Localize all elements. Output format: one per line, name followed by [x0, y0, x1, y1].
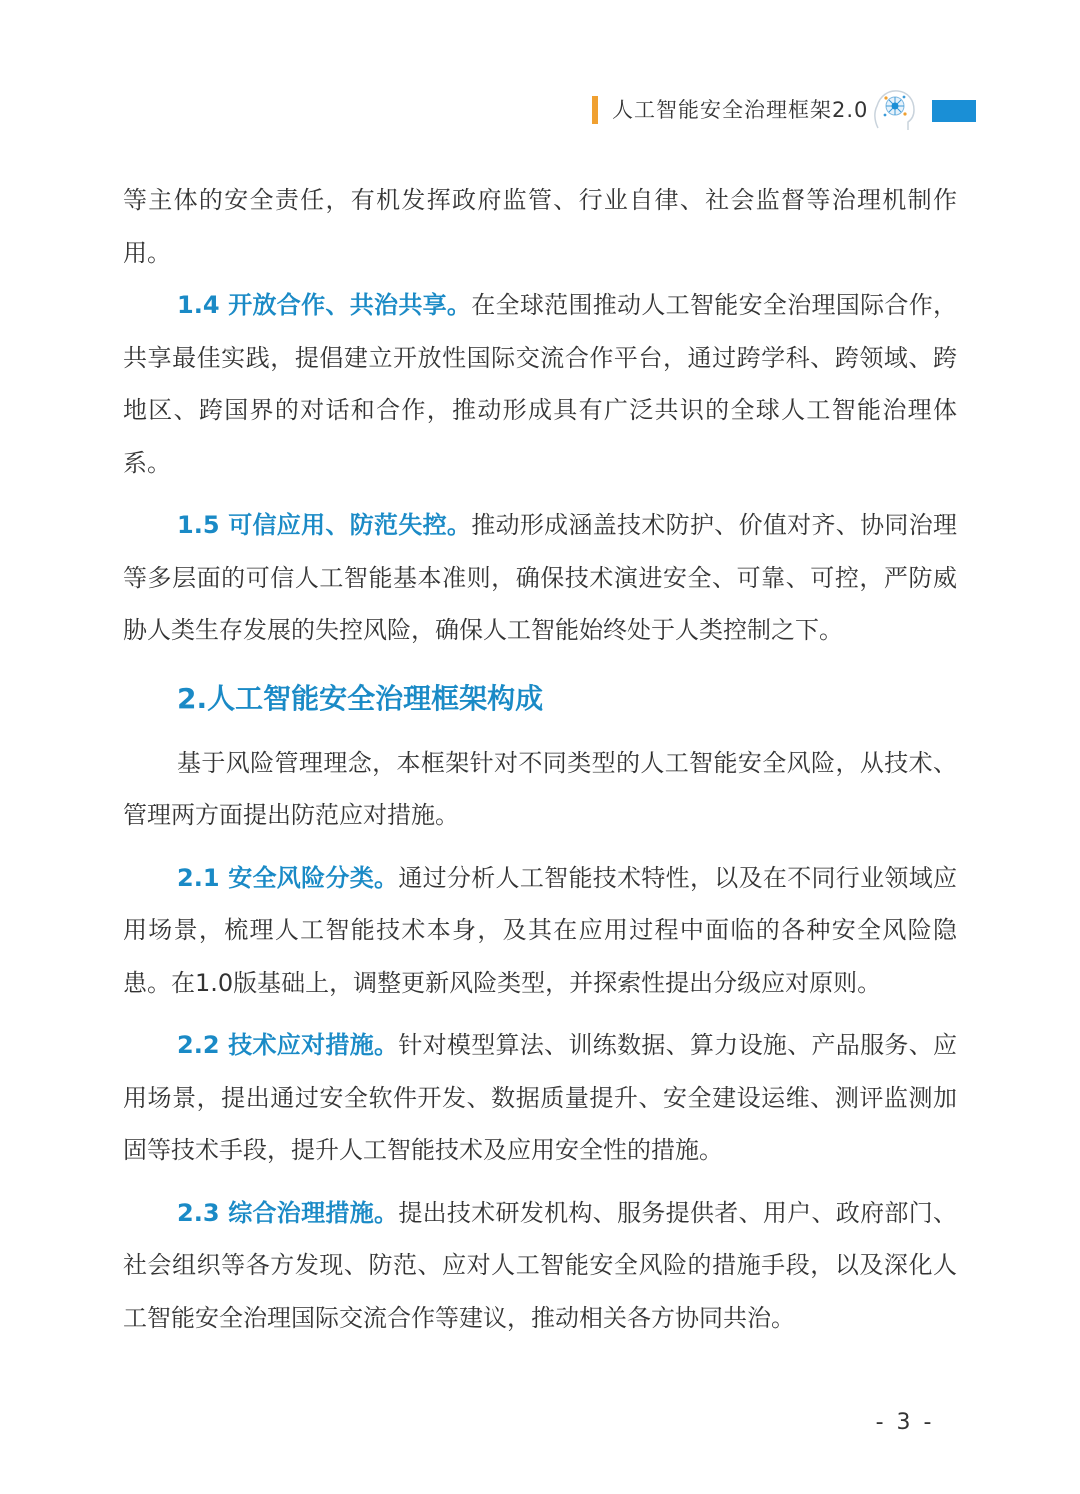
page-body: [123, 174, 957, 1344]
paragraph-text: 通过分析人工智能技术特性，以及在不同行业领域应用场景，梳理人工智能技术本身，及其在应用过程中面临的各种安全风险隐患。在1.0版基础上，调整更新风险类型，并探索性提出分级应对原则。: [123, 863, 958, 997]
paragraph-text: 基于风险管理理念，本框架针对不同类型的人工智能安全风险，从技术、管理两方面提出防范应对措施。: [123, 748, 957, 829]
section-number: 1.4: [177, 291, 229, 319]
section-lead: 技术应对措施。: [228, 1031, 399, 1059]
paragraph-text: 等主体的安全责任，有机发挥政府监管、行业自律、社会监督等治理机制作用。: [123, 186, 957, 267]
section-number: 2.1: [177, 863, 229, 892]
section-lead: 开放合作、共治共享。: [228, 291, 472, 319]
paragraph-1-4: [123, 279, 957, 489]
paragraph-2-2: [123, 1019, 957, 1177]
section-lead: 可信应用、防范失控。: [228, 511, 472, 539]
paragraph-intro: [123, 737, 957, 842]
paragraph-text: 在全球范围推动人工智能安全治理国际合作，共享最佳实践，提倡建立开放性国际交流合作平台，通过跨学科、跨领域、跨地区、跨国界的对话和合作，推动形成具有广泛共识的全球人工智能治理体系。: [123, 291, 958, 477]
section-number: 2.3: [177, 1198, 229, 1227]
paragraph-continuation: [123, 174, 957, 279]
header-accent-bar: [592, 96, 598, 124]
header-color-block: [932, 100, 976, 122]
page-number: - 3 -: [875, 1410, 935, 1435]
paragraph-text: 推动形成涵盖技术防护、价值对齐、协同治理等多层面的可信人工智能基本准则，确保技术演进安全、可靠、可控，严防威胁人类生存发展的失控风险，确保人工智能始终处于人类控制之下。: [123, 511, 958, 644]
paragraph-2-1: [123, 852, 957, 1010]
page-header: [590, 84, 980, 136]
section-lead: 安全风险分类。: [228, 863, 399, 892]
section-number: 2.2: [177, 1031, 229, 1059]
paragraph-1-5: [123, 499, 957, 657]
paragraph-text: 针对模型算法、训练数据、算力设施、产品服务、应用场景，提出通过安全软件开发、数据质量提升、安全建设运维、测评监测加固等技术手段，提升人工智能技术及应用安全性的措施。: [123, 1031, 958, 1164]
paragraph-text: 提出技术研发机构、服务提供者、用户、政府部门、社会组织等各方发现、防范、应对人工智能安全风险的措施手段，以及深化人工智能安全治理国际交流合作等建议，推动相关各方协同共治。: [123, 1198, 958, 1332]
ai-brain-icon: [868, 84, 920, 136]
section-number: 1.5: [177, 511, 229, 539]
section-heading: 2.人工智能安全治理框架构成: [177, 681, 544, 715]
paragraph-2-3: [123, 1187, 957, 1345]
section-lead: 综合治理措施。: [228, 1198, 399, 1227]
header-title: 人工智能安全治理框架2.0: [612, 98, 869, 122]
